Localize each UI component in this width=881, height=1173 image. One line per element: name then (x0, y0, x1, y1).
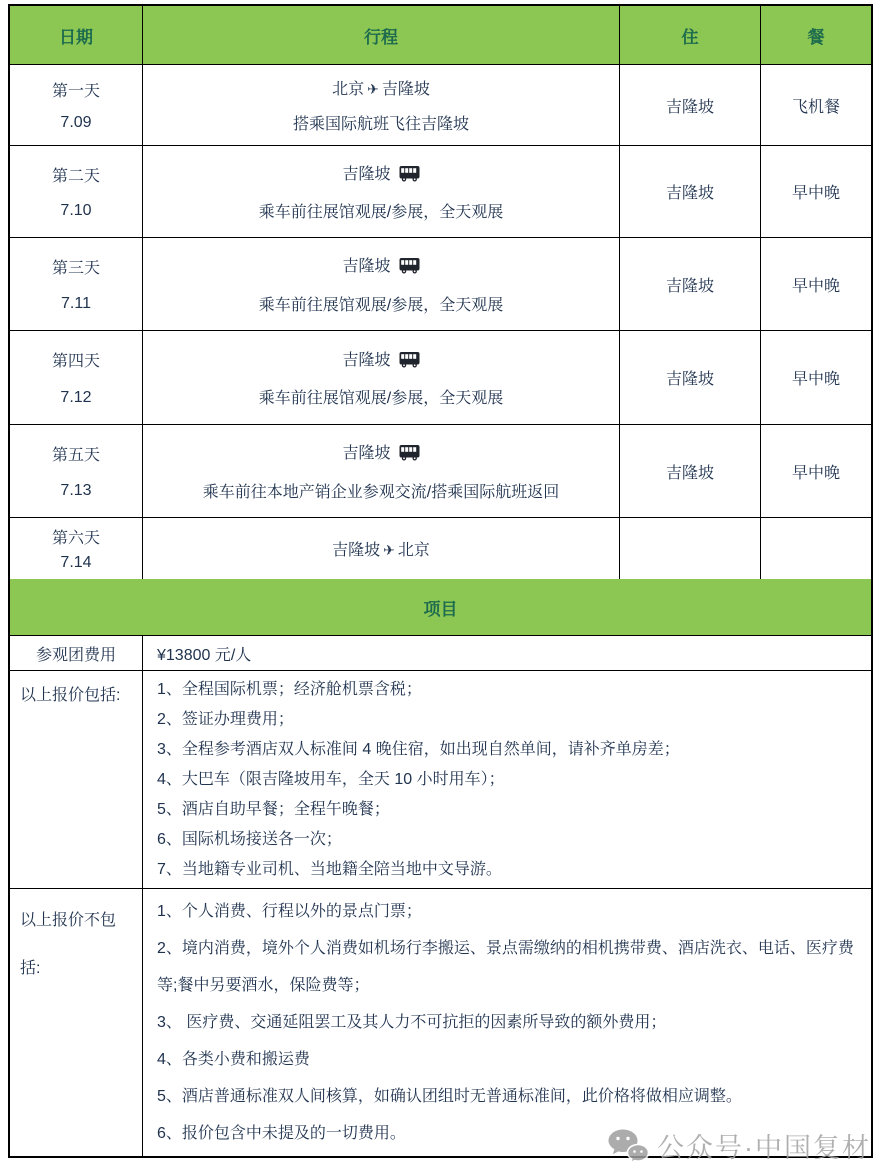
route-detail: 搭乘国际航班飞往吉隆坡 (292, 115, 469, 133)
route-cell (142, 65, 619, 145)
route-cell (142, 238, 619, 330)
day-date: 7.11 (61, 295, 91, 312)
fee-row (10, 635, 871, 670)
section-title-row (10, 579, 871, 635)
include-item: 5、酒店自助早餐；全程午晚餐； (157, 801, 390, 818)
date-cell (10, 146, 142, 237)
meal-cell: 飞机餐 (760, 65, 871, 145)
route-title (342, 440, 419, 463)
meal-cell (760, 518, 871, 579)
route-cell (142, 518, 619, 579)
meal-cell: 早中晚 (760, 425, 871, 517)
exclude-label: 以上报价不包括: (20, 912, 117, 977)
plane-icon: ✈ (383, 541, 395, 558)
day-date: 7.13 (60, 482, 92, 499)
exclude-item: 3、 医疗费、交通延阻罢工及其人力不可抗拒的因素所导致的额外费用； (157, 1014, 667, 1031)
day-date: 7.10 (60, 202, 92, 220)
meal-cell: 早中晚 (760, 146, 871, 237)
route-title (332, 76, 430, 99)
wechat-icon (607, 1128, 649, 1164)
route-to: 吉隆坡 (381, 81, 430, 99)
date-cell (10, 65, 142, 145)
day-date: 7.14 (60, 554, 92, 572)
date-cell (10, 425, 142, 517)
stay-cell: 吉隆坡 (619, 238, 760, 330)
stay-cell: 吉隆坡 (619, 425, 760, 517)
watermark-text: 公众号·中国复材 (657, 1133, 871, 1163)
route-from: 吉隆坡 (332, 542, 381, 559)
plane-icon: ✈ (367, 80, 379, 97)
route-title (342, 161, 419, 184)
day-row-2 (10, 145, 871, 237)
itinerary-table (8, 4, 873, 1158)
route-detail: 乘车前往展馆观展/参展，全天观展 (258, 296, 504, 314)
route-detail: 乘车前往展馆观展/参展，全天观展 (258, 204, 504, 221)
date-cell (10, 238, 142, 330)
route-cell (142, 425, 619, 517)
route-to: 北京 (397, 542, 430, 559)
include-list (142, 671, 871, 888)
bus-icon (399, 351, 420, 368)
meal-cell: 早中晚 (760, 331, 871, 424)
watermark (607, 1126, 871, 1165)
date-cell (10, 518, 142, 579)
day-label: 第六天 (51, 529, 100, 547)
exclude-list (142, 889, 871, 1156)
include-item: 4、大巴车（限吉隆坡用车，全天 10 小时用车）； (157, 771, 505, 788)
header-route: 行程 (142, 6, 619, 64)
exclude-item: 1、个人消费、行程以外的景点门票； (157, 903, 422, 920)
header-meal: 餐 (760, 6, 871, 64)
day-label: 第二天 (51, 167, 100, 185)
route-city: 吉隆坡 (342, 351, 391, 369)
fee-value: ¥13800 元/人 (142, 636, 871, 670)
route-city: 吉隆坡 (342, 258, 391, 276)
stay-cell (619, 518, 760, 579)
route-detail: 乘车前往本地产销企业参观交流/搭乘国际航班返回 (202, 483, 560, 501)
route-detail: 乘车前往展馆观展/参展，全天观展 (258, 390, 504, 408)
route-title (342, 253, 419, 276)
day-label: 第三天 (51, 260, 100, 277)
bus-icon (399, 257, 420, 274)
date-cell (10, 331, 142, 424)
day-row-6 (10, 517, 871, 579)
section-title: 项目 (423, 599, 458, 619)
route-title (332, 537, 430, 560)
day-label: 第五天 (51, 447, 100, 464)
route-city: 吉隆坡 (342, 445, 391, 463)
route-city: 吉隆坡 (342, 166, 391, 183)
route-title (342, 347, 419, 370)
exclude-item: 6、报价包含中未提及的一切费用。 (157, 1125, 406, 1142)
header-date: 日期 (59, 27, 93, 47)
fee-label: 参观团费用 (35, 646, 116, 664)
day-label: 第一天 (51, 83, 100, 100)
price-exclude-row (10, 888, 871, 1156)
route-cell (142, 331, 619, 424)
route-cell (142, 146, 619, 237)
day-row-3 (10, 237, 871, 330)
price-include-row (10, 670, 871, 888)
include-item: 2、签证办理费用； (157, 711, 294, 728)
exclude-item: 5、酒店普通标准双人间核算，如确认团组时无普通标准间，此价格将做相应调整。 (157, 1088, 742, 1105)
include-item: 3、全程参考酒店双人标准间 4 晚住宿，如出现自然单间，请补齐单房差； (157, 741, 680, 758)
include-label: 以上报价包括: (20, 687, 121, 704)
bus-icon (399, 165, 420, 182)
route-from: 北京 (332, 81, 365, 99)
stay-cell: 吉隆坡 (619, 331, 760, 424)
day-label: 第四天 (51, 353, 100, 371)
day-row-5 (10, 424, 871, 517)
exclude-item: 4、各类小费和搬运费 (157, 1051, 310, 1068)
day-row-1 (10, 64, 871, 145)
bus-icon (399, 444, 420, 461)
stay-cell: 吉隆坡 (619, 146, 760, 237)
day-row-4 (10, 330, 871, 424)
stay-cell: 吉隆坡 (619, 65, 760, 145)
header-stay: 住 (619, 6, 760, 64)
include-item: 7、当地籍专业司机、当地籍全陪当地中文导游。 (157, 861, 502, 878)
day-date: 7.12 (60, 388, 92, 406)
include-item: 1、全程国际机票；经济舱机票含税； (157, 681, 422, 698)
day-date: 7.09 (60, 114, 92, 131)
meal-cell: 早中晚 (760, 238, 871, 330)
table-header-row (10, 6, 871, 64)
exclude-item: 2、境内消费，境外个人消费如机场行李搬运、景点需缴纳的相机携带费、酒店洗衣、电话、医疗费等;餐中另要酒水，保险费等； (157, 940, 854, 994)
include-item: 6、国际机场接送各一次； (157, 831, 342, 848)
